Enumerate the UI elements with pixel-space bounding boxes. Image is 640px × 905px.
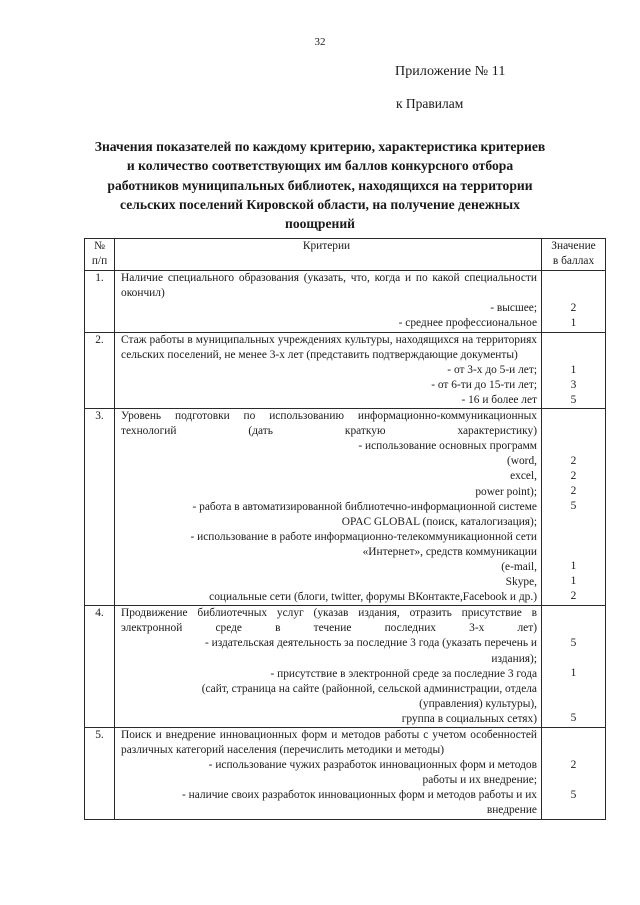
- option-points: 2: [570, 485, 577, 498]
- option-points: 2: [570, 590, 577, 603]
- criterion-description: Уровень подготовки по использованию информационно-коммуникационных технологий (дать краткую характеристику): [121, 410, 537, 438]
- criterion-option: - 16 и более лет: [461, 393, 537, 406]
- criterion-option: социальные сети (блоги, twitter, форумы ВКонтакте,Facebook и др.): [209, 591, 537, 604]
- criterion-option: (управления) культуры),: [419, 697, 537, 710]
- points-spacer: [542, 271, 605, 301]
- points-cell: [542, 409, 606, 606]
- criterion-option: (e-mail,: [501, 560, 537, 573]
- row-number: 5.: [85, 728, 115, 820]
- table-row: [85, 728, 606, 820]
- header-num: [85, 239, 115, 271]
- option-points: 1: [570, 667, 577, 680]
- table-row: [85, 332, 606, 408]
- criterion-option: Skype,: [505, 576, 537, 589]
- table-row: [85, 271, 606, 332]
- points-spacer: [542, 606, 605, 636]
- option-points: [542, 544, 605, 559]
- title-line: работников муниципальных библиотек, находящихся на территории: [107, 177, 533, 193]
- option-points: 2: [570, 759, 577, 771]
- row-number: 2.: [85, 332, 115, 408]
- criterion-option: OPAC GLOBAL (поиск, каталогизация);: [341, 515, 537, 528]
- header-criteria: Критерии: [115, 239, 542, 271]
- title-line: поощрений: [285, 216, 355, 232]
- points-cell: [542, 271, 606, 332]
- criteria-table: [84, 238, 606, 820]
- option-points: 2: [570, 302, 577, 315]
- title-line: Значения показателей по каждому критерию, характеристика критериев: [94, 139, 546, 154]
- option-points: [542, 529, 605, 544]
- criterion-option: - высшее;: [490, 302, 537, 315]
- header-points: [542, 239, 606, 271]
- option-points: 5: [570, 789, 577, 801]
- points-cell: [542, 606, 606, 728]
- criterion-cell: [115, 332, 542, 408]
- criterion-option: - среднее профессиональное: [398, 317, 537, 330]
- criterion-option: - от 3-х до 5-и лет;: [447, 363, 537, 376]
- points-spacer: [542, 333, 605, 363]
- criterion-cell: [115, 271, 542, 332]
- criteria-body: [85, 271, 606, 819]
- criterion-option: - от 6-ти до 15-ти лет;: [431, 378, 537, 391]
- appendix-title: Приложение № 11: [395, 64, 506, 79]
- table-row: [85, 409, 606, 606]
- criterion-option: работы и их внедрение;: [422, 774, 537, 787]
- criterion-description: Продвижение библиотечных услуг (указав издания, отразить присутствие в электронной среде в течение последних 3-х лет): [121, 607, 537, 635]
- option-points: 5: [570, 712, 577, 725]
- header-points-line: Значение: [551, 240, 596, 252]
- option-points: 2: [570, 455, 577, 468]
- criterion-option: издания);: [491, 652, 537, 665]
- option-points: [542, 773, 605, 788]
- criterion-option: - наличие своих разработок инновационных форм и методов работы и их: [182, 789, 537, 802]
- criterion-option: (word,: [506, 455, 537, 468]
- option-points: [542, 514, 605, 529]
- criterion-option: внедрение: [486, 804, 537, 817]
- points-spacer: [542, 728, 605, 758]
- criterion-description: Наличие специального образования (указать, что, когда и по какой специальности окончил): [121, 272, 537, 300]
- row-number: 3.: [85, 409, 115, 606]
- header-num-line: №: [94, 240, 105, 252]
- criterion-option: (сайт, страница на сайте (районной, сельской администрации, отдела: [201, 682, 537, 695]
- criterion-option: - использование в работе информационно-телекоммуникационной сети: [190, 530, 537, 543]
- header-num-line: п/п: [91, 255, 108, 268]
- option-points: [542, 651, 605, 666]
- option-points: 5: [570, 637, 577, 650]
- option-points: 2: [570, 470, 577, 483]
- row-number: 4.: [85, 606, 115, 728]
- header-points-line: в баллах: [552, 255, 595, 268]
- points-cell: [542, 728, 606, 820]
- points-cell: [542, 332, 606, 408]
- option-points: [542, 803, 605, 818]
- title-line: и количество соответствующих им баллов конкурсного отбора: [126, 158, 514, 174]
- document-title: [80, 137, 560, 233]
- option-points: 5: [570, 500, 577, 513]
- criterion-cell: [115, 409, 542, 606]
- option-points: 5: [570, 393, 577, 406]
- criterion-option: - издательская деятельность за последние 3 года (указать перечень и: [204, 637, 537, 650]
- option-points: 1: [570, 317, 577, 330]
- option-points: 1: [570, 560, 577, 573]
- criterion-description: Поиск и внедрение инновационных форм и методов работы с учетом особенностей различных категорий населения (перечислить методики и методы): [121, 729, 537, 757]
- table-header-row: [85, 239, 606, 271]
- points-spacer: [542, 409, 605, 439]
- criterion-option: excel,: [510, 470, 537, 483]
- criterion-option: - использование чужих разработок инновационных форм и методов: [208, 759, 537, 772]
- criterion-option: - использование основных программ: [358, 440, 537, 453]
- criterion-option: - работа в автоматизированной библиотечно-информационной системе: [192, 500, 537, 513]
- criterion-description: Стаж работы в муниципальных учреждениях культуры, находящихся на территориях сельских поселений, не менее 3-х лет (представить подтверждающие документы): [121, 333, 537, 361]
- criterion-cell: [115, 728, 542, 820]
- row-number: 1.: [85, 271, 115, 332]
- title-line: сельских поселений Кировской области, на получение денежных: [120, 196, 520, 212]
- option-points: [542, 681, 605, 696]
- criterion-cell: [115, 606, 542, 728]
- option-points: 1: [570, 363, 577, 376]
- option-points: 1: [570, 575, 577, 588]
- appendix-to-rules: к Правилам: [396, 96, 464, 111]
- option-points: 3: [570, 378, 577, 391]
- criterion-option: power point);: [475, 485, 537, 498]
- option-points: [542, 696, 605, 711]
- criterion-option: - присутствие в электронной среде за последние 3 года: [270, 667, 537, 680]
- option-points: [542, 439, 605, 454]
- criterion-option: группа в социальных сетях): [401, 712, 537, 725]
- table-row: [85, 606, 606, 728]
- criterion-option: «Интернет», средств коммуникации: [362, 545, 537, 558]
- page-number: 32: [314, 36, 326, 48]
